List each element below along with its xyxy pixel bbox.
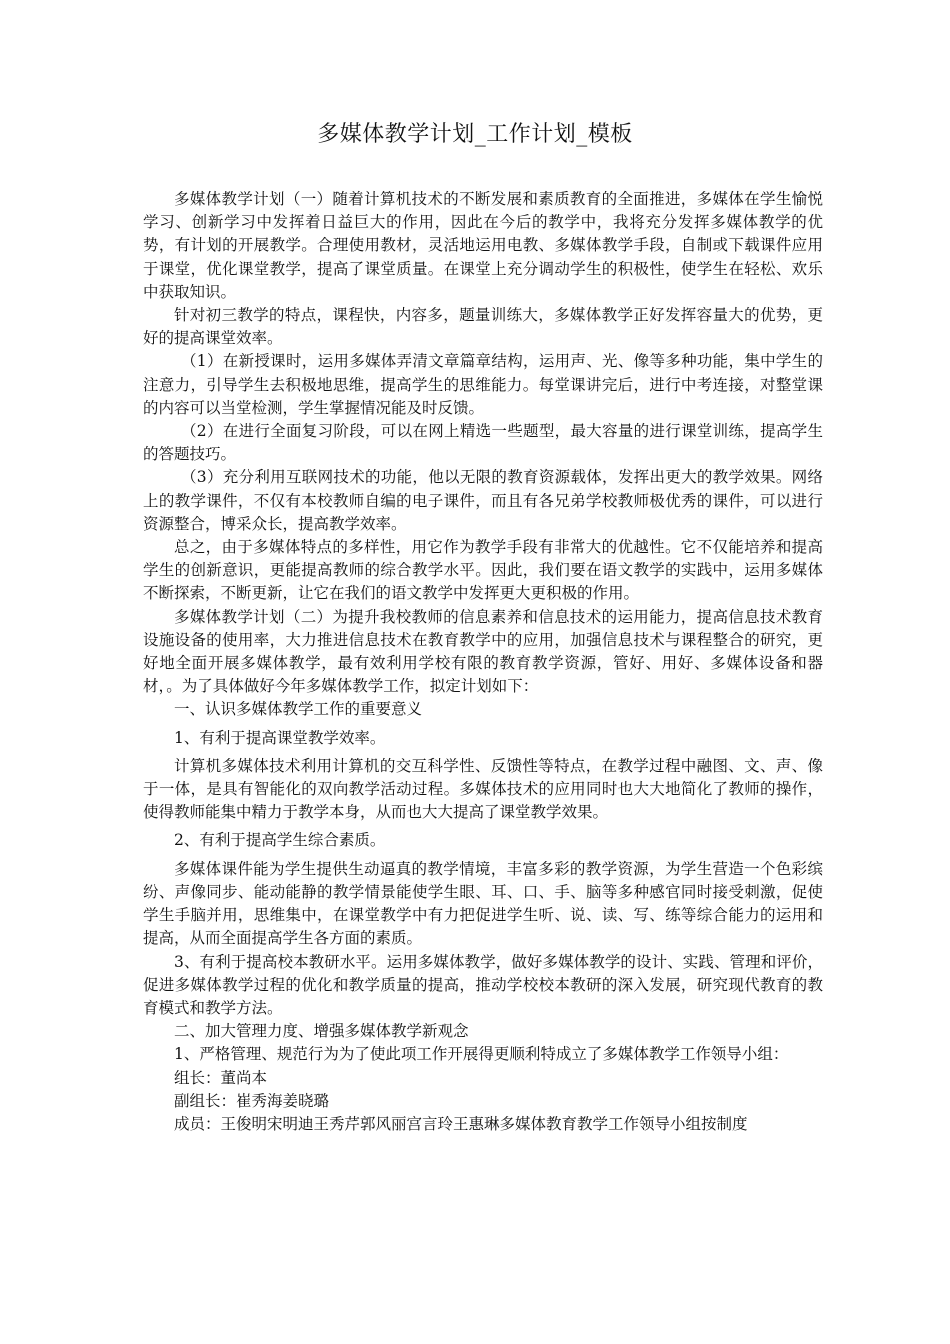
paragraph-management: 1、严格管理、规范行为为了使此项工作开展得更顺利特成立了多媒体教学工作领导小组： xyxy=(174,1045,789,1064)
paragraph-plan-one-intro: 多媒体教学计划（一）随着计算机技术的不断发展和素质教育的全面推进，多媒体在学生愉悦学习、创新学习中发挥着日益巨大的作用，因此在今后的教学中，我将充分发挥多媒体教学的优势，有计划的开展教学。合理使用教材，灵活地运用电教、多媒体教学手段，自制或下载课件应用于课堂，优化课堂教学，提高了课堂质量。在课堂上充分调动学生的积极性，使学生在轻松、欢乐中获取知识。 xyxy=(143,190,823,301)
paragraph-point-1: （1）在新授课时，运用多媒体弄清文章篇章结构，运用声、光、像等多种功能，集中学生的注意力，引导学生去积极地思维，提高学生的思维能力。每堂课讲完后，进行中考连接，对整堂课的内容可以当堂检测，学生掌握情况能及时反馈。 xyxy=(143,352,823,417)
heading-section-one: 一、认识多媒体教学工作的重要意义 xyxy=(174,700,423,719)
paragraph-item-3: 3、有利于提高校本教研水平。运用多媒体教学，做好多媒体教学的设计、实践、管理和评价，促进多媒体教学过程的优化和教学质量的提高，推动学校校本教研的深入发展，研究现代教育的教育模式和教学方法。 xyxy=(143,952,823,1017)
heading-item-2: 2、有利于提高学生综合素质。 xyxy=(174,831,386,850)
paragraph-summary: 总之，由于多媒体特点的多样性，用它作为教学手段有非常大的优越性。它不仅能培养和提高学生的创新意识，更能提高教师的综合教学水平。因此，我们要在语文教学的实践中，运用多媒体不断探索，不断更新，让它在我们的语文教学中发挥更大更积极的作用。 xyxy=(143,538,823,603)
paragraph-item-2-body: 多媒体课件能为学生提供生动逼真的教学情境，丰富多彩的教学资源，为学生营造一个色彩缤纷、声像同步、能动能静的教学情景能使学生眼、耳、口、手、脑等多种感官同时接受刺激，促使学生手脑并用，思维集中，在课堂教学中有力把促进学生听、说、读、写、练等综合能力的运用和提高，从而全面提高学生各方面的素质。 xyxy=(143,859,823,948)
heading-item-1: 1、有利于提高课堂教学效率。 xyxy=(174,728,386,747)
document-body xyxy=(143,188,823,1136)
paragraph-plan-two-intro: 多媒体教学计划（二）为提升我校教师的信息素养和信息技术的运用能力，提高信息技术教育设施设备的使用率，大力推进信息技术在教育教学中的应用，加强信息技术与课程整合的研究，更好地全面开展多媒体教学，最有效利用学校有限的教育教学资源，管好、用好、多媒体设备和器材，。为了具体做好今年多媒体教学工作，拟定计划如下： xyxy=(143,607,823,696)
paragraph-item-1-body: 计算机多媒体技术利用计算机的交互科学性、反馈性等特点，在教学过程中融图、文、声、像于一体，是具有智能化的双向教学活动过程。多媒体技术的应用同时也大大地简化了教师的操作，使得教师能集中精力于教学本身，从而也大大提高了课堂教学效果。 xyxy=(143,756,823,822)
paragraph-grade-three: 针对初三教学的特点，课程快，内容多，题量训练大，多媒体教学正好发挥容量大的优势，更好的提高课堂效率。 xyxy=(143,306,823,348)
members-line: 成员：王俊明宋明迪王秀芹郭风丽宫言玲王惠琳多媒体教育教学工作领导小组按制度 xyxy=(174,1114,748,1133)
leader-line: 组长：董尚本 xyxy=(174,1068,268,1087)
document-title: 多媒体教学计划_工作计划_模板 xyxy=(317,122,633,147)
paragraph-point-3: （3）充分利用互联网技术的功能，他以无限的教育资源载体，发挥出更大的教学效果。网络上的教学课件，不仅有本校教师自编的电子课件，而且有各兄弟学校教师极优秀的课件，可以进行资源整合，博采众长，提高教学效率。 xyxy=(143,468,823,533)
heading-section-two: 二、加大管理力度、增强多媒体教学新观念 xyxy=(174,1022,469,1041)
paragraph-point-2: （2）在进行全面复习阶段，可以在网上精选一些题型，最大容量的进行课堂训练，提高学生的答题技巧。 xyxy=(143,422,823,464)
vice-leader-line: 副组长：崔秀海姜晓璐 xyxy=(174,1091,330,1110)
